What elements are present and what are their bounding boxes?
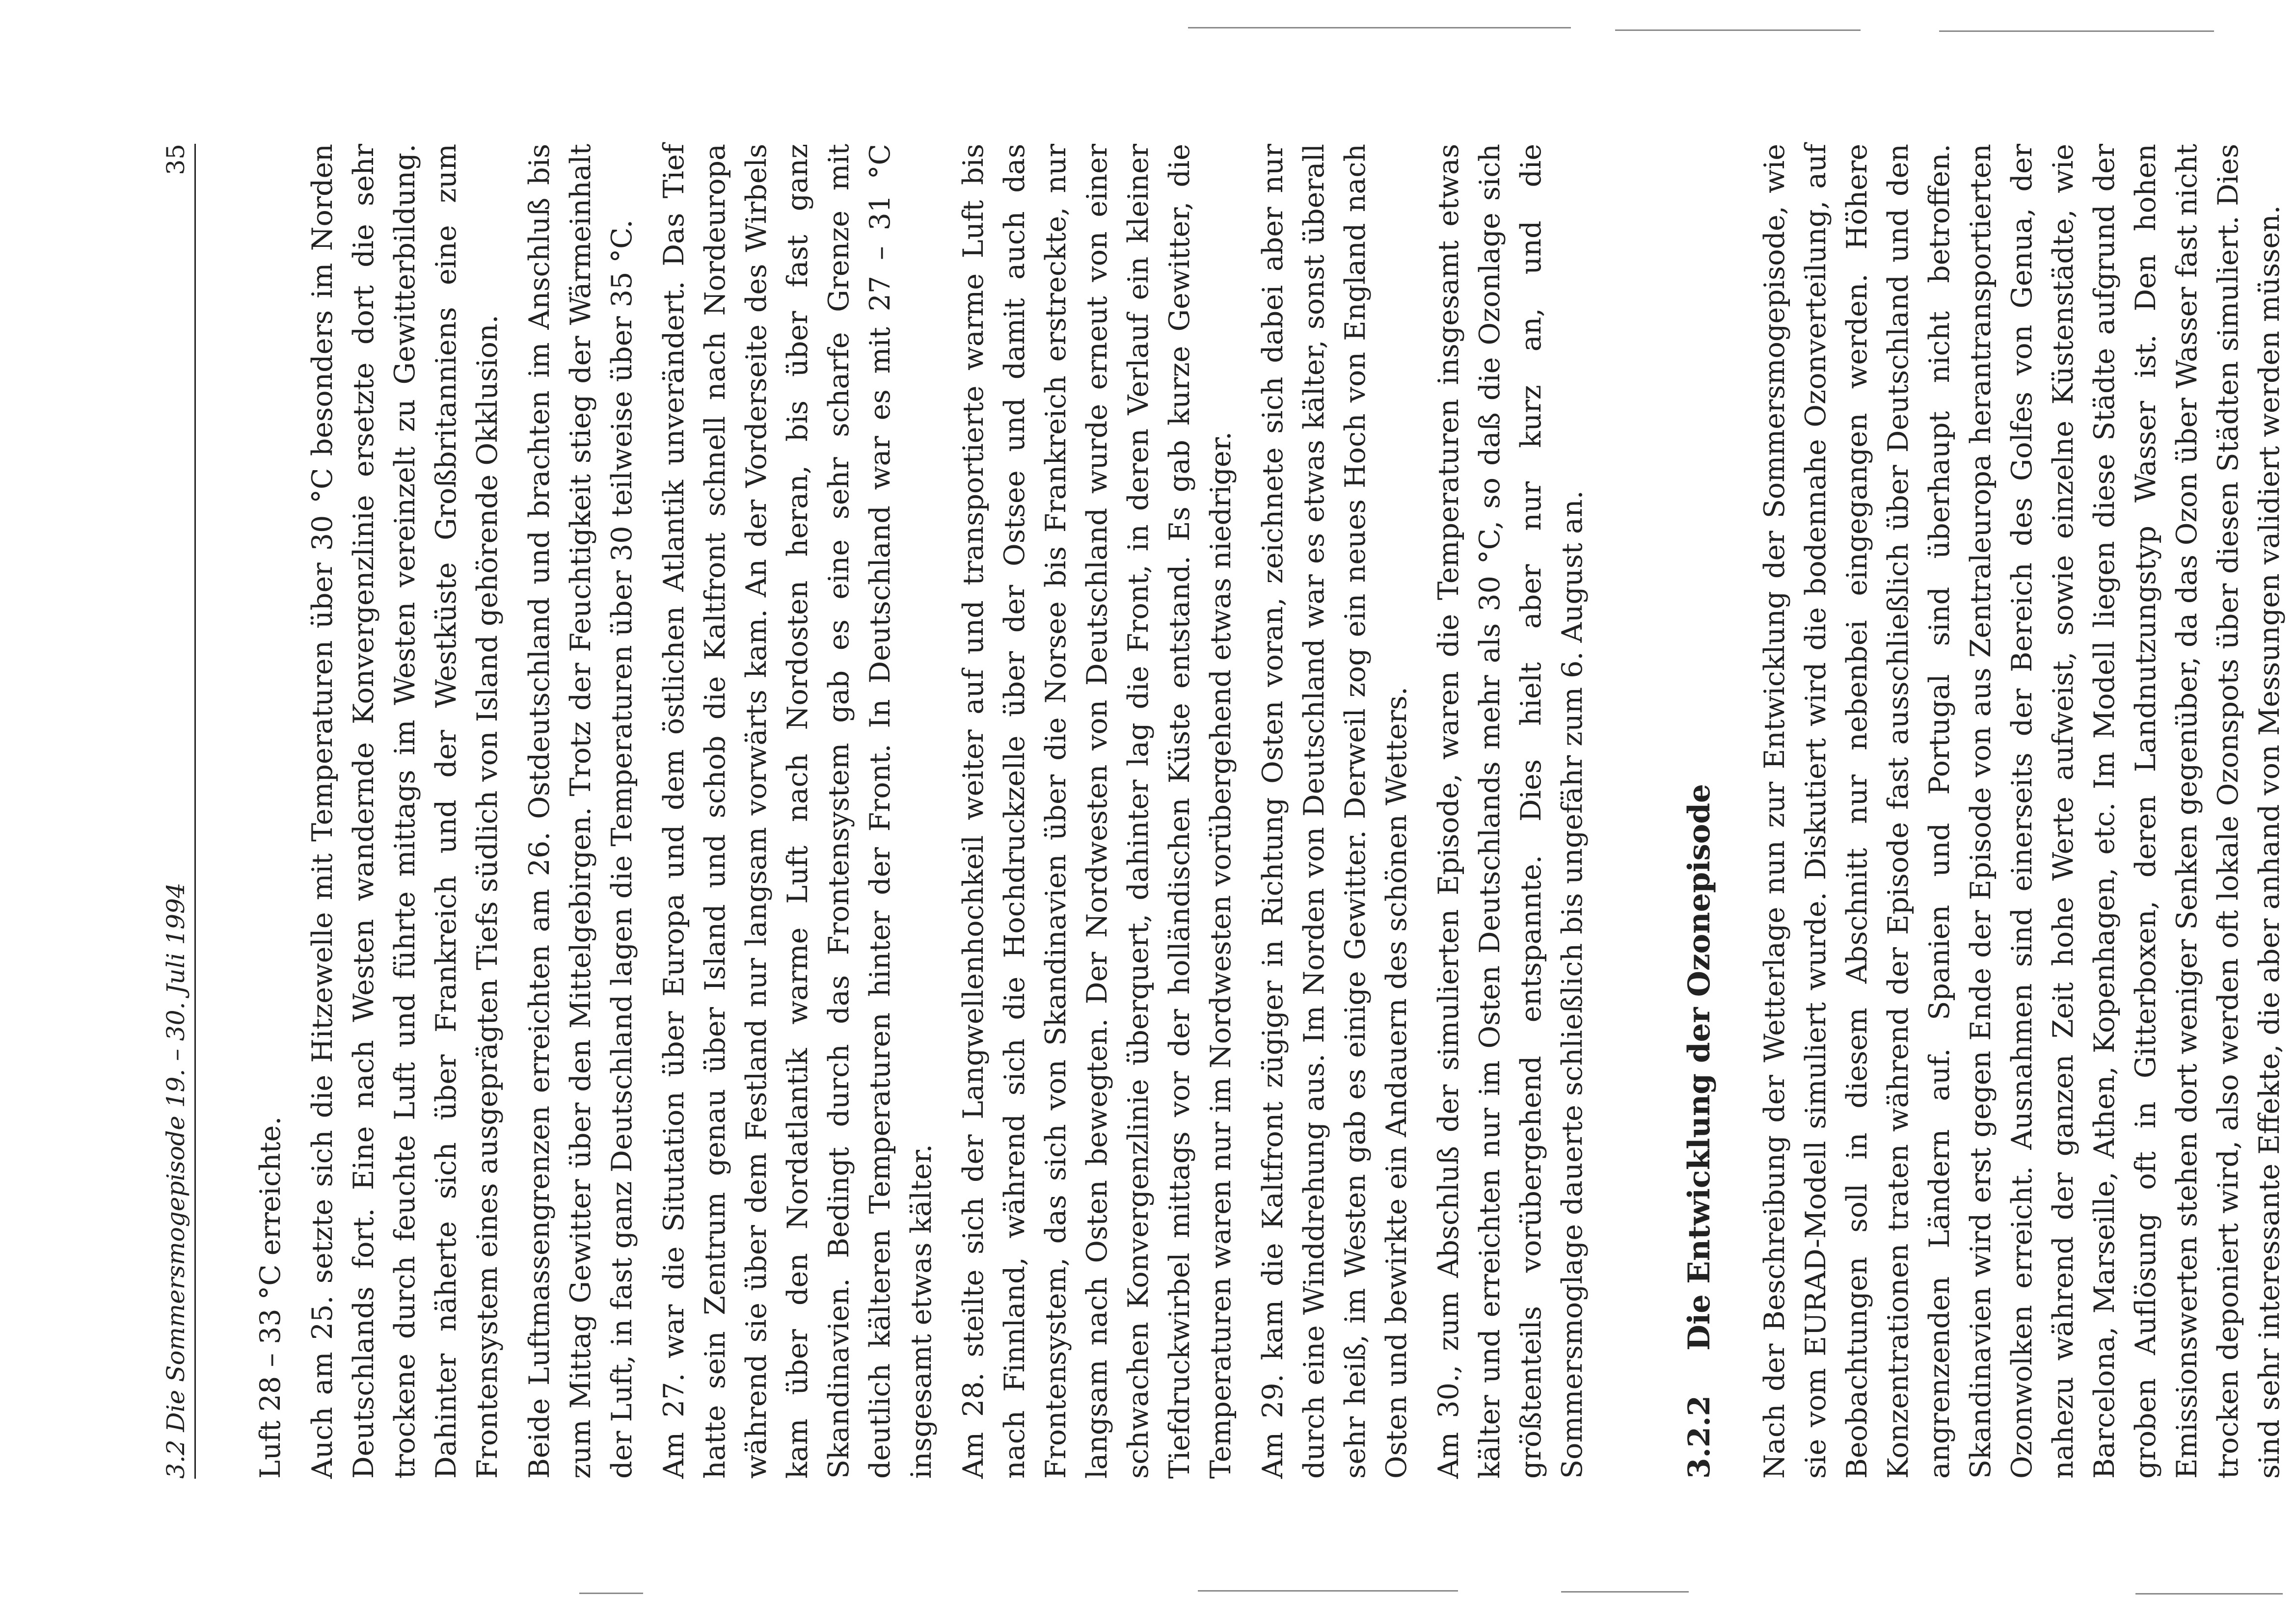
scan-edge-mark — [1198, 1590, 1458, 1592]
section-heading — [1681, 144, 1717, 1479]
section-title: Die Entwicklung der Ozonepisode — [1682, 784, 1717, 1351]
scan-edge-mark — [1561, 1591, 1689, 1593]
paragraph: Am 29. kam die Kaltfront zügiger in Richtung Osten voran, zeichnete sich dabei aber nur durch eine Winddrehung aus. Im Norden von Deutschland war es etwas kälter, sonst überall sehr heiß, im Westen gab es einige Gewitter. Derweil zog ein neues Hoch von England nach Osten und bewirkte ein Andauern des schönen Wetters. — [1257, 144, 1413, 1479]
scan-edge-mark — [579, 1593, 643, 1594]
page-number: 35 — [162, 144, 190, 175]
paragraph: Beide Luftmassengrenzen erreichten am 26. Ostdeutschland und brachten im Anschluß bis zum Mittag Gewitter über den Mittelgebirgen. Trotz der Feuchtigkeit stieg der Wärmeinhalt der Luft, in fast ganz Deutschland lagen die Temperaturen über 30 teilweise über 35 °C. — [523, 144, 638, 1479]
scan-edge-mark — [1939, 30, 2214, 32]
paragraph: Am 27. war die Situtation über Europa und dem östlichen Atlantik unverändert. Das Tief hatte sein Zentrum genau über Island und schob die Kaltfront schnell nach Nordeuropa während sie über dem Festland nur langsam vorwärts kam. An der Vorderseite des Wirbels kam über den Nordatlantik warme Luft nach Nordosten heran, bis über fast ganz Skandinavien. Bedingt durch das Frontensystem gab es eine sehr scharfe Grenze mit deutlich kälteren Temperaturen hinter der Front. In Deutschland war es mit 27 – 31 °C insgesamt etwas kälter. — [658, 144, 938, 1479]
rotated-document-page — [141, 100, 2286, 1523]
paragraph: Am 28. steilte sich der Langwellenhochkeil weiter auf und transportierte warme Luft bis nach Finnland, während sich die Hochdruckzelle über der Ostsee und damit auch das Frontensystem, das sich von Skandinavien über die Norsee bis Frankreich erstreckte, nur langsam nach Osten bewegten. Der Nordwesten von Deutschland wurde erneut von einer schwachen Konvergenzlinie überquert, dahinter lag die Front, in deren Verlauf ein kleiner Tiefdruckwirbel mittags vor der holländischen Küste entstand. Es gab kurze Gewitter, die Temperaturen waren nur im Nordwesten vorübergehend etwas niedriger. — [957, 144, 1237, 1479]
running-header — [161, 144, 196, 1479]
section-number: 3.2.2 — [1682, 1395, 1717, 1479]
scan-edge-mark — [2135, 1593, 2283, 1595]
paragraph: Luft 28 – 33 °C erreichte. — [254, 1116, 287, 1479]
scan-edge-mark — [1188, 27, 1571, 28]
paragraph: Nach der Beschreibung der Wetterlage nun zur Entwicklung der Sommersmogepisode, wie sie vom EURAD-Modell simuliert wurde. Diskutiert wird die bodennahe Ozonverteilung, auf Beobachtungen soll in diesem Abschnitt nur nebenbei eingegangen werden. Höhere Konzentrationen traten während der Episode fast ausschließlich über Deutschland und den angrenzenden Ländern auf. Spanien und Portugal sind überhaupt nicht betroffen. Skandinavien wird erst gegen Ende der Episode von aus Zentraleuropa herantransportierten Ozonwolken erreicht. Ausnahmen sind einerseits der Bereich des Golfes von Genua, der nahezu während der ganzen Zeit hohe Werte aufweist, sowie einzelne Küstenstädte, wie Barcelona, Marseille, Athen, Kopenhagen, etc. Im Modell liegen diese Städte aufgrund der groben Auflösung oft in Gitterboxen, deren Landnutzungstyp Wasser ist. Den hohen Emissionswerten stehen dort weniger Senken gegenüber, da das Ozon über Wasser fast nicht trocken deponiert wird, also werden oft lokale Ozonspots über diesen Städten simuliert. Dies sind sehr interessante Effekte, die aber anhand von Messungen validiert werden müssen. — [1758, 144, 2286, 1479]
paragraph: Am 30., zum Abschluß der simulierten Episode, waren die Temperaturen insgesamt etwas kälter und erreichten nur im Osten Deutschlands mehr als 30 °C, so daß die Ozonlage sich größtenteils vorübergehend entspannte. Dies hielt aber nur kurz an, und die Sommersmoglage dauerte schließlich bis ungefähr zum 6. August an. — [1432, 144, 1589, 1479]
scan-edge-mark — [1615, 29, 1861, 31]
header-title: 3.2 Die Sommersmogepisode 19. – 30. Juli 1994 — [162, 882, 190, 1479]
paragraph: Auch am 25. setzte sich die Hitzewelle mit Temperaturen über 30 °C besonders im Norden Deutschlands fort. Eine nach Westen wandernde Konvergenzlinie ersetzte dort die sehr trockene durch feuchte Luft und führte mittags im Westen vereinzelt zu Gewitterbildung. Dahinter näherte sich über Frankreich und der Westküste Großbritanniens eine zum Frontensystem eines ausgeprägten Tiefs südlich von Island gehörende Okklusion. — [306, 144, 504, 1479]
